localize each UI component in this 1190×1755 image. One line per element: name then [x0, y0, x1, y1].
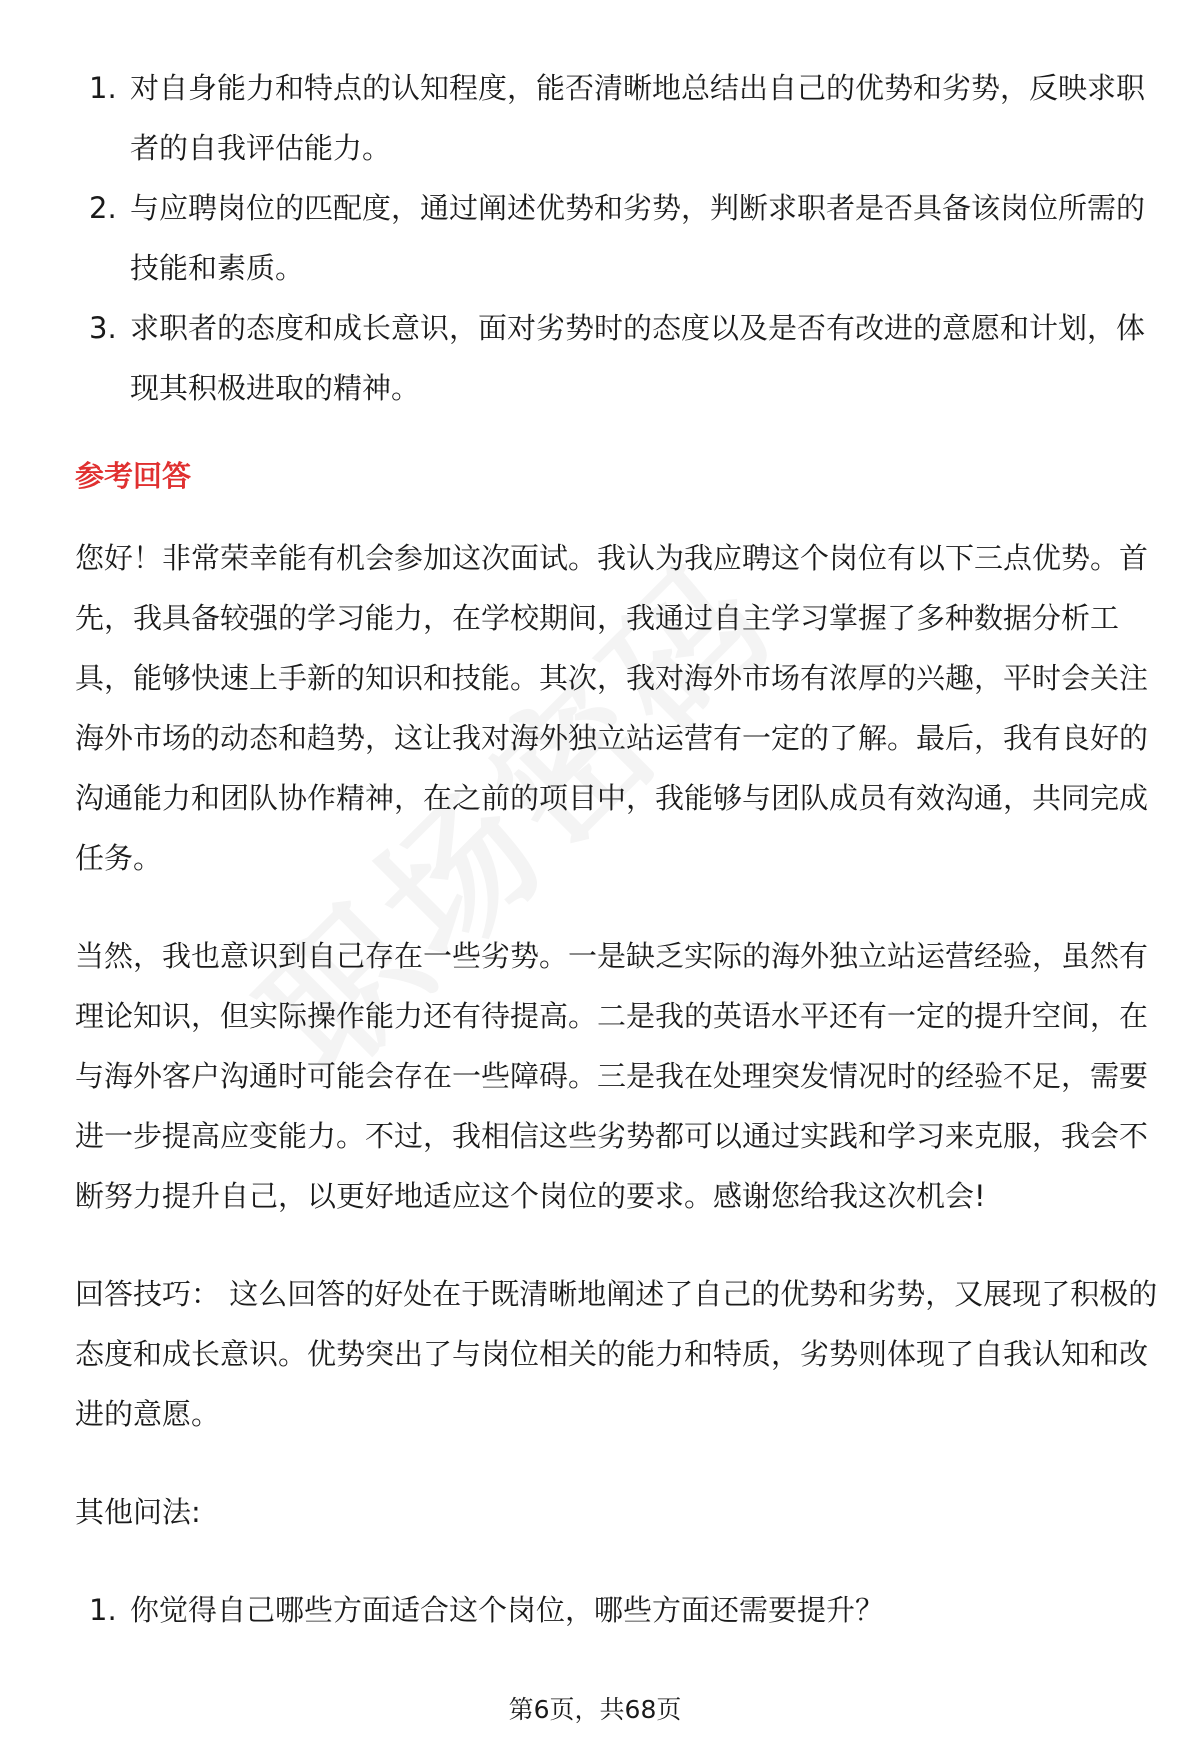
page-number: 第6页，共68页	[508, 1695, 682, 1724]
list-item	[75, 1580, 1165, 1640]
list-number: 1.	[89, 1593, 117, 1627]
list-number: 1.	[89, 71, 117, 105]
page-content	[75, 58, 1165, 1640]
other-questions-list	[75, 1580, 1165, 1640]
list-item	[75, 298, 1165, 418]
list-number: 3.	[89, 311, 117, 345]
list-item	[75, 178, 1165, 298]
answer-paragraph-strengths: 您好！非常荣幸能有机会参加这次面试。我认为我应聘这个岗位有以下三点优势。首先，我具备较强的学习能力，在学校期间，我通过自主学习掌握了多种数据分析工具，能够快速上手新的知识和技能。其次，我对海外市场有浓厚的兴趣，平时会关注海外市场的动态和趋势，这让我对海外独立站运营有一定的了解。最后，我有良好的沟通能力和团队协作精神，在之前的项目中，我能够与团队成员有效沟通，共同完成任务。	[75, 541, 1149, 875]
answer-paragraph-weaknesses: 当然，我也意识到自己存在一些劣势。一是缺乏实际的海外独立站运营经验，虽然有理论知识，但实际操作能力还有待提高。二是我的英语水平还有一定的提升空间，在与海外客户沟通时可能会存在一些障碍。三是我在处理突发情况时的经验不足，需要进一步提高应变能力。不过，我相信这些劣势都可以通过实践和学习来克服，我会不断努力提升自己，以更好地适应这个岗位的要求。感谢您给我这次机会!	[75, 939, 1149, 1213]
other-questions-heading: 其他问法:	[75, 1495, 201, 1529]
list-item-text: 与应聘岗位的匹配度，通过阐述优势和劣势，判断求职者是否具备该岗位所需的技能和素质。	[130, 191, 1146, 285]
answer-heading: 参考回答	[75, 459, 192, 493]
list-item	[75, 58, 1165, 178]
list-item-text: 你觉得自己哪些方面适合这个岗位，哪些方面还需要提升？	[130, 1593, 885, 1627]
list-number: 2.	[89, 191, 117, 225]
criteria-list	[75, 58, 1165, 418]
answer-tips: 回答技巧： 这么回答的好处在于既清晰地阐述了自己的优势和劣势，又展现了积极的态度和成长意识。优势突出了与岗位相关的能力和特质，劣势则体现了自我认知和改进的意愿。	[75, 1277, 1158, 1431]
list-item-text: 求职者的态度和成长意识，面对劣势时的态度以及是否有改进的意愿和计划，体现其积极进取的精神。	[130, 311, 1146, 405]
list-item-text: 对自身能力和特点的认知程度，能否清晰地总结出自己的优势和劣势，反映求职者的自我评估能力。	[130, 71, 1146, 165]
